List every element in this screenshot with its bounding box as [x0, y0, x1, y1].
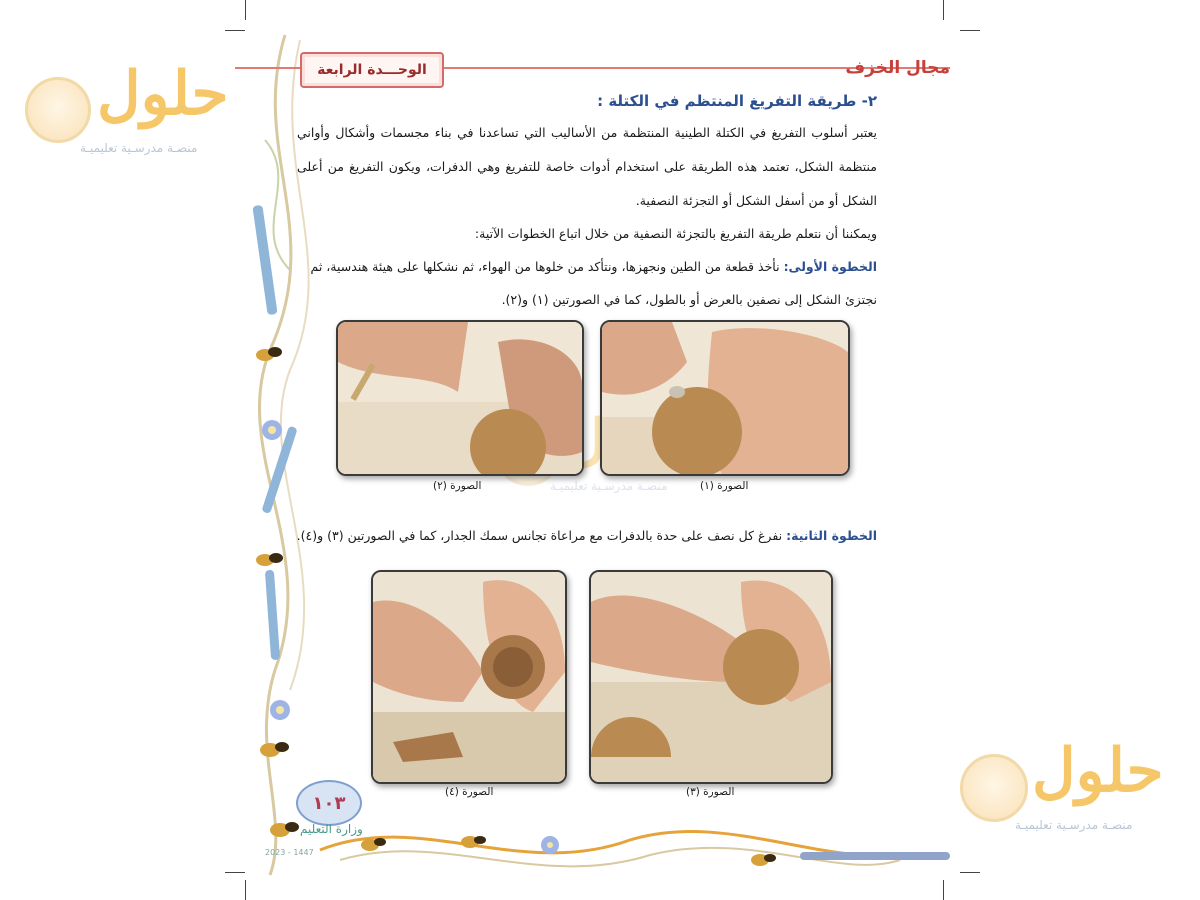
- field-title: مجال الخزف: [845, 58, 950, 78]
- unit-label: الوحـــدة الرابعة: [317, 62, 427, 78]
- step2-label: الخطوة الثانية:: [786, 528, 877, 543]
- photo-4: [371, 570, 567, 784]
- steps-intro: ويمكننا أن نتعلم طريقة التفريغ بالتجزئة النصفية من خلال اتباع الخطوات الآتية:: [474, 226, 877, 241]
- watermark-word: حلول: [97, 59, 229, 129]
- crop-mark: [960, 30, 980, 31]
- step1-text: نأخذ قطعة من الطين ونجهزها، ونتأكد من خلوها من الهواء، ثم نشكلها على هيئة هندسية، ثم: [310, 259, 784, 274]
- caption-photo-2: الصورة (٢): [433, 480, 482, 492]
- page-number: ١٠٣: [312, 792, 346, 814]
- ministry-logo-text: وزارة التعليم: [300, 822, 363, 836]
- watermark-tagline: منصـة مدرسـية تعليميـة: [550, 479, 668, 493]
- step2-text: نفرغ كل نصف على حدة بالدفرات مع مراعاة تجانس سمك الجدار، كما في الصورتين (٣) و(٤).: [296, 528, 787, 543]
- year-text: 2023 - 1447: [265, 848, 314, 857]
- butterfly-icon: [256, 553, 283, 566]
- butterfly-icon: [260, 742, 289, 757]
- crop-mark: [943, 0, 944, 20]
- logo-emblem-icon: [960, 754, 1028, 822]
- watermark-tagline: منصـة مدرسـية تعليميـة: [1015, 818, 1133, 832]
- section-title: ٢- طريقة التفريغ المنتظم في الكتلة :: [597, 92, 877, 110]
- crop-mark: [960, 872, 980, 873]
- watermark-logo-top-left: [25, 59, 245, 160]
- step1-label: الخطوة الأولى:: [783, 259, 877, 274]
- watermark-word: حلول: [1032, 736, 1164, 806]
- logo-emblem-icon: [25, 77, 91, 143]
- photo-3: [589, 570, 833, 784]
- crop-mark: [245, 880, 246, 900]
- step1-line1: [311, 259, 878, 274]
- unit-badge: [300, 52, 444, 88]
- flower-icon: [541, 836, 559, 854]
- bottom-floral-decoration: [300, 800, 960, 890]
- step1-line2: نجتزئ الشكل إلى نصفين بالعرض أو بالطول، كما في الصورتين (١) و(٢).: [501, 292, 877, 307]
- butterfly-icon: [751, 854, 776, 866]
- flower-icon: [262, 420, 282, 440]
- watermark-tagline: منصـة مدرسـية تعليميـة: [80, 141, 198, 155]
- crop-mark: [245, 0, 246, 20]
- flower-icon: [270, 700, 290, 720]
- intro-paragraph: يعتبر أسلوب التفريغ في الكتلة الطينية المنتظمة من الأساليب التي تساعدنا في بناء مجسمات وأشكال وأواني منتظمة الشكل، تعتمد هذه الطريقة على استخدام أدوات خاصة للتفريغ وهي الدفرات، ويكون التفريغ من أعلى الشكل أو من أسفل الشكل أو التجزئة النصفية.: [297, 125, 877, 208]
- caption-photo-4: الصورة (٤): [445, 786, 494, 798]
- photo-2: [336, 320, 584, 476]
- step2-line: [297, 528, 877, 543]
- page-number-badge: [296, 780, 362, 826]
- watermark-logo-bottom-right: [960, 736, 1180, 837]
- caption-photo-3: الصورة (٣): [686, 786, 735, 798]
- butterfly-icon: [270, 822, 299, 837]
- photo-1: [600, 320, 850, 476]
- caption-photo-1: الصورة (١): [700, 480, 749, 492]
